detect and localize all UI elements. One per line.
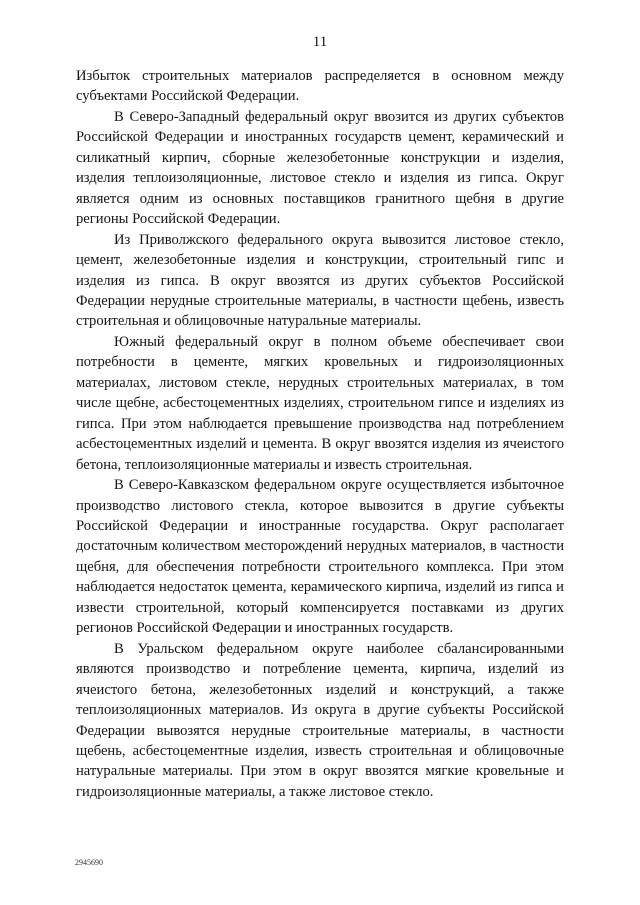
paragraph-surplus-distribution: Избыток строительных материалов распределяется в основном между субъектами Российской Федерации. <box>76 68 564 105</box>
page-number: 11 <box>312 34 328 50</box>
paragraph-northwestern-district: В Северо-Западный федеральный округ ввозится из других субъектов Российской Федерации и иностранных государств цемент, керамический и силикатный кирпич, сборные железобетонные конструкции и изделия, изделия теплоизоляционные, листовое стекло и изделия из гипса. Округ является одним из основных поставщиков гранитного щебня в другие регионы Российской Федерации. <box>76 108 564 228</box>
paragraph-north-caucasus-district: В Северо-Кавказском федеральном округе осуществляется избыточное производство листового стекла, которое вывозится в другие субъекты Российской Федерации и иностранные государства. Округ располагает достаточным количеством месторождений нерудных материалов, в частности щебня, для обеспечения потребности строительного комплекса. При этом наблюдается недостаток цемента, керамического кирпича, изделий из гипса и извести строительной, который компенсируется поставками из других регионов Российской Федерации и иностранных государств. <box>76 477 564 637</box>
paragraph-ural-district: В Уральском федеральном округе наиболее сбалансированными являются производство и потребление цемента, кирпича, изделий из ячеистого бетона, железобетонных изделий и конструкций, а также теплоизоляционных материалов. Из округа в другие субъекты Российской Федерации вывозятся нерудные строительные материалы, в частности щебень, асбестоцементные изделия, известь строительная и облицовочные натуральные материалы. При этом в округ ввозятся мягкие кровельные и гидроизоляционные материалы, а также листовое стекло. <box>76 640 564 800</box>
document-code: 2945690 <box>75 858 103 867</box>
paragraph-volga-district: Из Приволжского федерального округа вывозится листовое стекло, цемент, железобетонные изделия и конструкции, строительный гипс и изделия из гипса. В округ ввозятся из других субъектов Российской Федерации нерудные строительные материалы, в частности щебень, известь строительная и облицовочные натуральные материалы. <box>76 231 564 330</box>
document-body <box>76 66 564 802</box>
paragraph-southern-district: Южный федеральный округ в полном объеме обеспечивает свои потребности в цементе, мягких кровельных и гидроизоляционных материалах, листовом стекле, нерудных строительных материалах, в том числе щебне, асбестоцементных изделиях, строительном гипсе и изделиях из гипса. При этом наблюдается превышение производства над потреблением асбестоцементных изделий и цемента. В округ ввозятся изделия из ячеистого бетона, теплоизоляционные материалы и известь строительная. <box>76 333 564 473</box>
